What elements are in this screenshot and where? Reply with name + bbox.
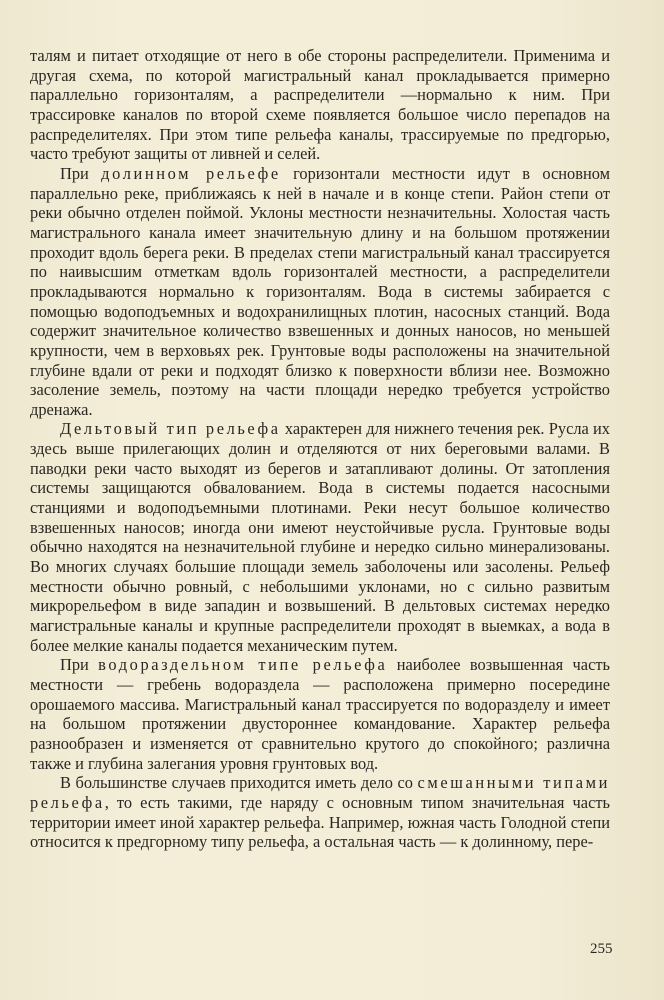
text-run: При xyxy=(60,655,99,675)
spaced-term: смешанными типами рельефа xyxy=(30,773,610,812)
body-text xyxy=(30,46,610,852)
text-run: В большинстве случаев приходится иметь дело со xyxy=(60,773,418,793)
paragraph-deltovy-relief xyxy=(30,419,610,655)
paragraph-vodorazdelny-relief xyxy=(30,655,610,773)
spaced-term: долинном рельефе xyxy=(101,163,281,183)
spaced-term: водораздельном типе рельефа xyxy=(98,655,388,675)
text-run: наиболее возвышенная часть местности — гребень водораздела — расположена примерно посередине орошаемого массива. Магистральный канал трассируется по водоразделу и имеет на большом протяжении двустороннее командование. Характер рельефа разнообразен и изменяется от сравнительно крутого до спокойного; различна также и глубина залегания уровня грунтовых вод. xyxy=(30,655,610,773)
text-run: характерен для нижнего течения рек. Русла их здесь выше прилегающих долин и отделяются от них береговыми валами. В паводки реки часто выходят из берегов и затапливают долины. От затопления системы защищаются обвалованием. Вода в системы подается насосными станциями и водоподъемными плотинами. Реки несут большое количество взвешенных наносов; иногда они имеют неустойчивые русла. Грунтовые воды обычно находятся на незначительной глубине и нередко сильно минерализованы. Во многих случаях большие площади земель заболочены или засолены. Рельеф местности обычно ровный, с небольшими уклонами, но с сильно развитым микрорельефом в виде западин и возвышений. В дельтовых системах нередко магистральные каналы и крупные распределители проходят в выемках, а вода в более мелкие каналы подается механическим путем. xyxy=(30,419,610,655)
paragraph-mixed-relief xyxy=(30,773,610,852)
text-run: При xyxy=(60,163,102,183)
paragraph-continuation xyxy=(30,46,610,164)
text-run: талям и питает отходящие от него в обе стороны распределители. Применима и другая схема, по которой магистральный канал прокладывается примерно параллельно горизонталям, а распределители —нормально к ним. При трассировке каналов по второй схеме появляется большое число перепадов на распределителях. При этом типе рельефа каналы, трассируемые по предгорью, часто требуют защиты от ливней и селей. xyxy=(30,46,610,164)
paragraph-dolinny-relief xyxy=(30,164,610,420)
text-run: , то есть такими, где наряду с основным типом значительная часть территории имеет иной характер рельефа. Например, южная часть Голодной степи относится к предгорному типу рельефа, а остальная часть — к долинному, пере- xyxy=(30,792,610,852)
page-number: 255 xyxy=(590,941,613,957)
spaced-term: Дельтовый тип рельефа xyxy=(60,419,281,439)
text-run: горизонтали местности идут в основном параллельно реке, приближаясь к ней в начале и в конце степи. Район степи от реки обычно отделен поймой. Уклоны местности незначительны. Холостая часть магистрального канала имеет значительную длину и на большом протяжении проходит вдоль берега реки. В пределах степи магистральный канал трассируется по наивысшим отметкам вдоль горизонталей местности, а распределители прокладываются нормально к горизонталям. Вода в системы забирается с помощью водоподъемных и водохранилищных плотин, насосных станций. Вода содержит значительное количество взвешенных и донных наносов, но меньшей крупности, чем в верховьях рек. Грунтовые воды расположены на значительной глубине вдали от реки и подходят близко к поверхности вблизи нее. Возможно засоление земель, поэтому на части площади нередко требуется устройство дренажа. xyxy=(30,163,610,419)
